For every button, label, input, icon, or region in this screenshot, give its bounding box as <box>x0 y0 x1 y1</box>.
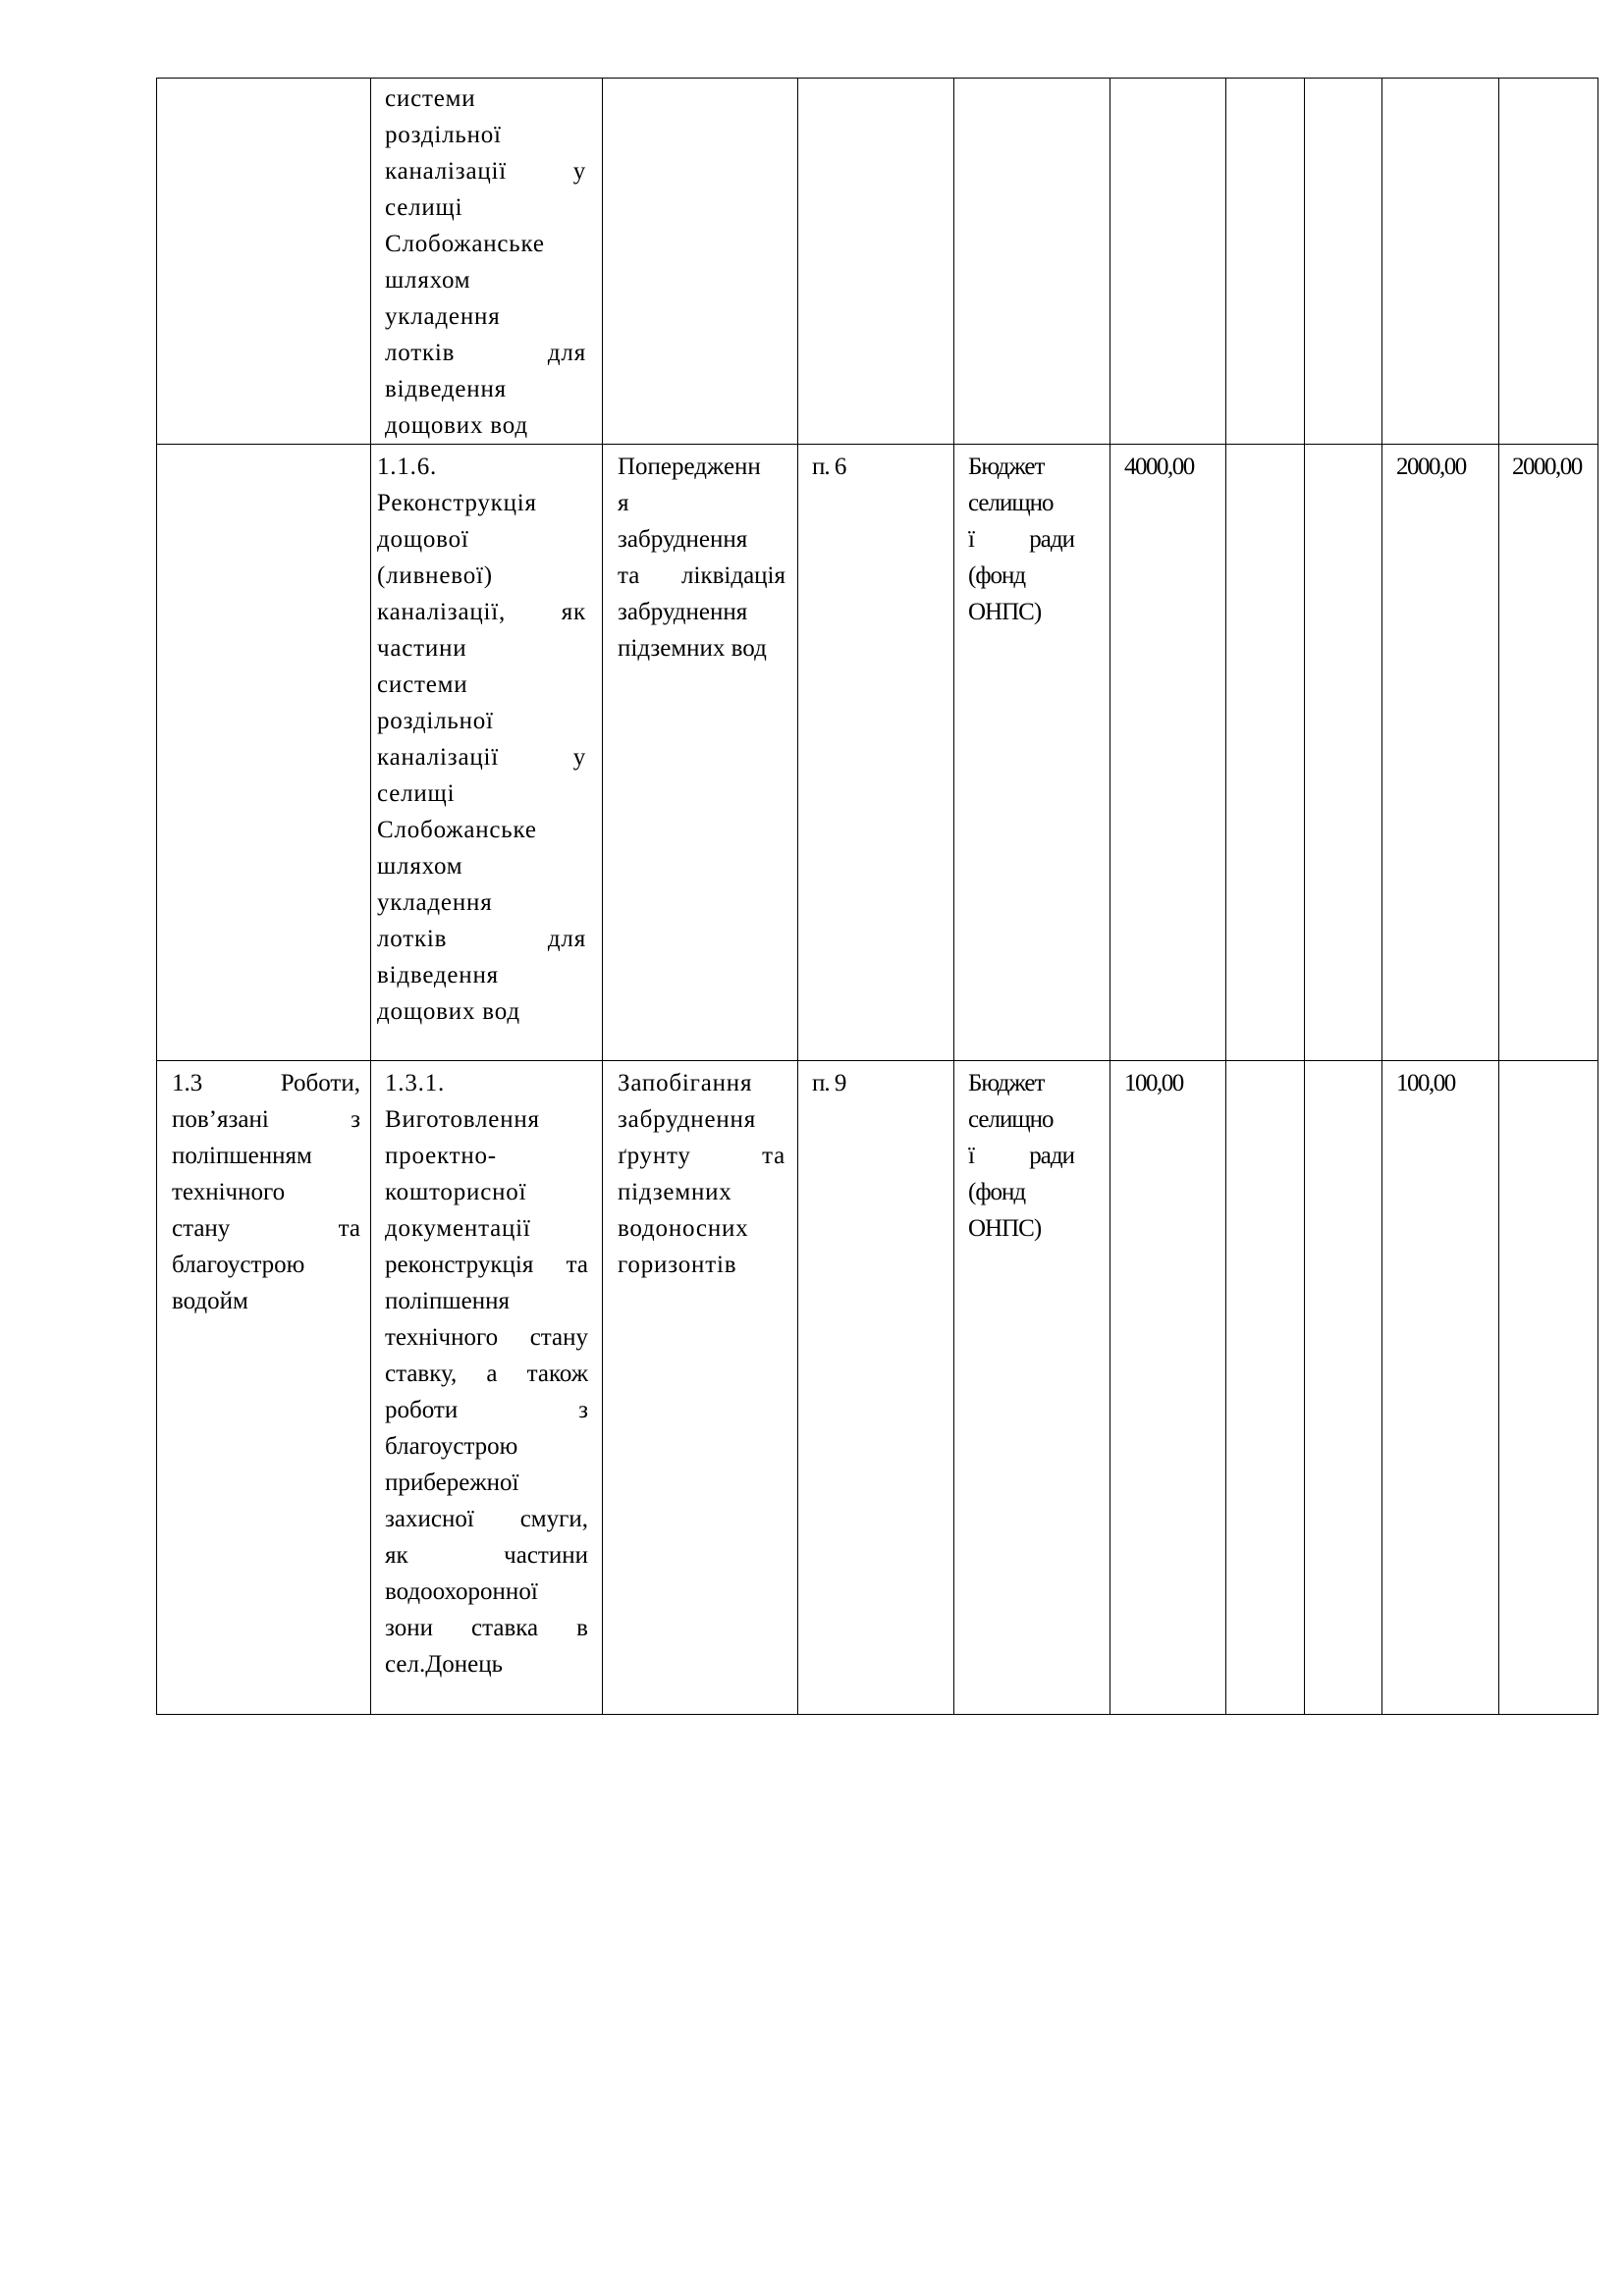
year-amount: 100,00 <box>1396 1070 1455 1096</box>
year-cell <box>1305 445 1382 1061</box>
year-cell <box>1499 445 1598 1061</box>
table-row <box>157 1061 1598 1715</box>
measure-cell: 1.3.1. Виготовлення проектно- кошторисної документації реконструкція та поліпшення технічного стану ставку, а також роботи з благоустрою прибережної захисної смуги, як частини водоохоронної зони ставка в сел.Донець <box>371 1061 603 1715</box>
direction-cell <box>157 445 371 1061</box>
source-cell <box>954 79 1110 445</box>
year-cell <box>1305 79 1382 445</box>
year-cell <box>1226 1061 1305 1715</box>
paragraph-ref: п. 6 <box>812 454 846 480</box>
year-cell <box>1382 79 1499 445</box>
total-amount: 100,00 <box>1124 1070 1183 1096</box>
year-cell <box>1382 1061 1499 1715</box>
total-cell <box>1110 79 1226 445</box>
year-cell <box>1382 445 1499 1061</box>
year-cell <box>1305 1061 1382 1715</box>
direction-cell <box>157 79 371 445</box>
paragraph-ref: п. 9 <box>812 1070 846 1096</box>
direction-cell: 1.3 Роботи, пов’язані з поліпшенням технічного стану та благоустрою водойм <box>157 1061 371 1715</box>
total-cell <box>1110 1061 1226 1715</box>
year-cell <box>1499 1061 1598 1715</box>
table-row <box>157 445 1598 1061</box>
paragraph-cell <box>798 1061 954 1715</box>
source-cell: Бюджет селищно ї ради (фонд ОНПС) <box>954 1061 1110 1715</box>
total-amount: 4000,00 <box>1124 454 1194 480</box>
program-table <box>156 78 1598 1715</box>
measure-cell: 1.1.6. Реконструкція дощової (ливневої) каналізації, як частини системи роздільної каналізації у селищі Слобожанське шляхом укладення лотків для відведення дощових вод <box>371 445 603 1061</box>
total-cell <box>1110 445 1226 1061</box>
year-cell <box>1226 445 1305 1061</box>
source-cell: Бюджет селищно ї ради (фонд ОНПС) <box>954 445 1110 1061</box>
year-cell <box>1226 79 1305 445</box>
goal-cell: Запобігання забруднення ґрунту та підземних водоносних горизонтів <box>603 1061 798 1715</box>
measure-cell: системи роздільної каналізації у селищі Слобожанське шляхом укладення лотків для відведення дощових вод <box>371 79 603 445</box>
year-amount: 2000,00 <box>1512 454 1582 480</box>
year-amount: 2000,00 <box>1396 454 1466 480</box>
year-cell <box>1499 79 1598 445</box>
paragraph-cell <box>798 445 954 1061</box>
goal-cell: Попередженн я забруднення та ліквідація забруднення підземних вод <box>603 445 798 1061</box>
goal-cell <box>603 79 798 445</box>
paragraph-cell <box>798 79 954 445</box>
table-row <box>157 79 1598 445</box>
